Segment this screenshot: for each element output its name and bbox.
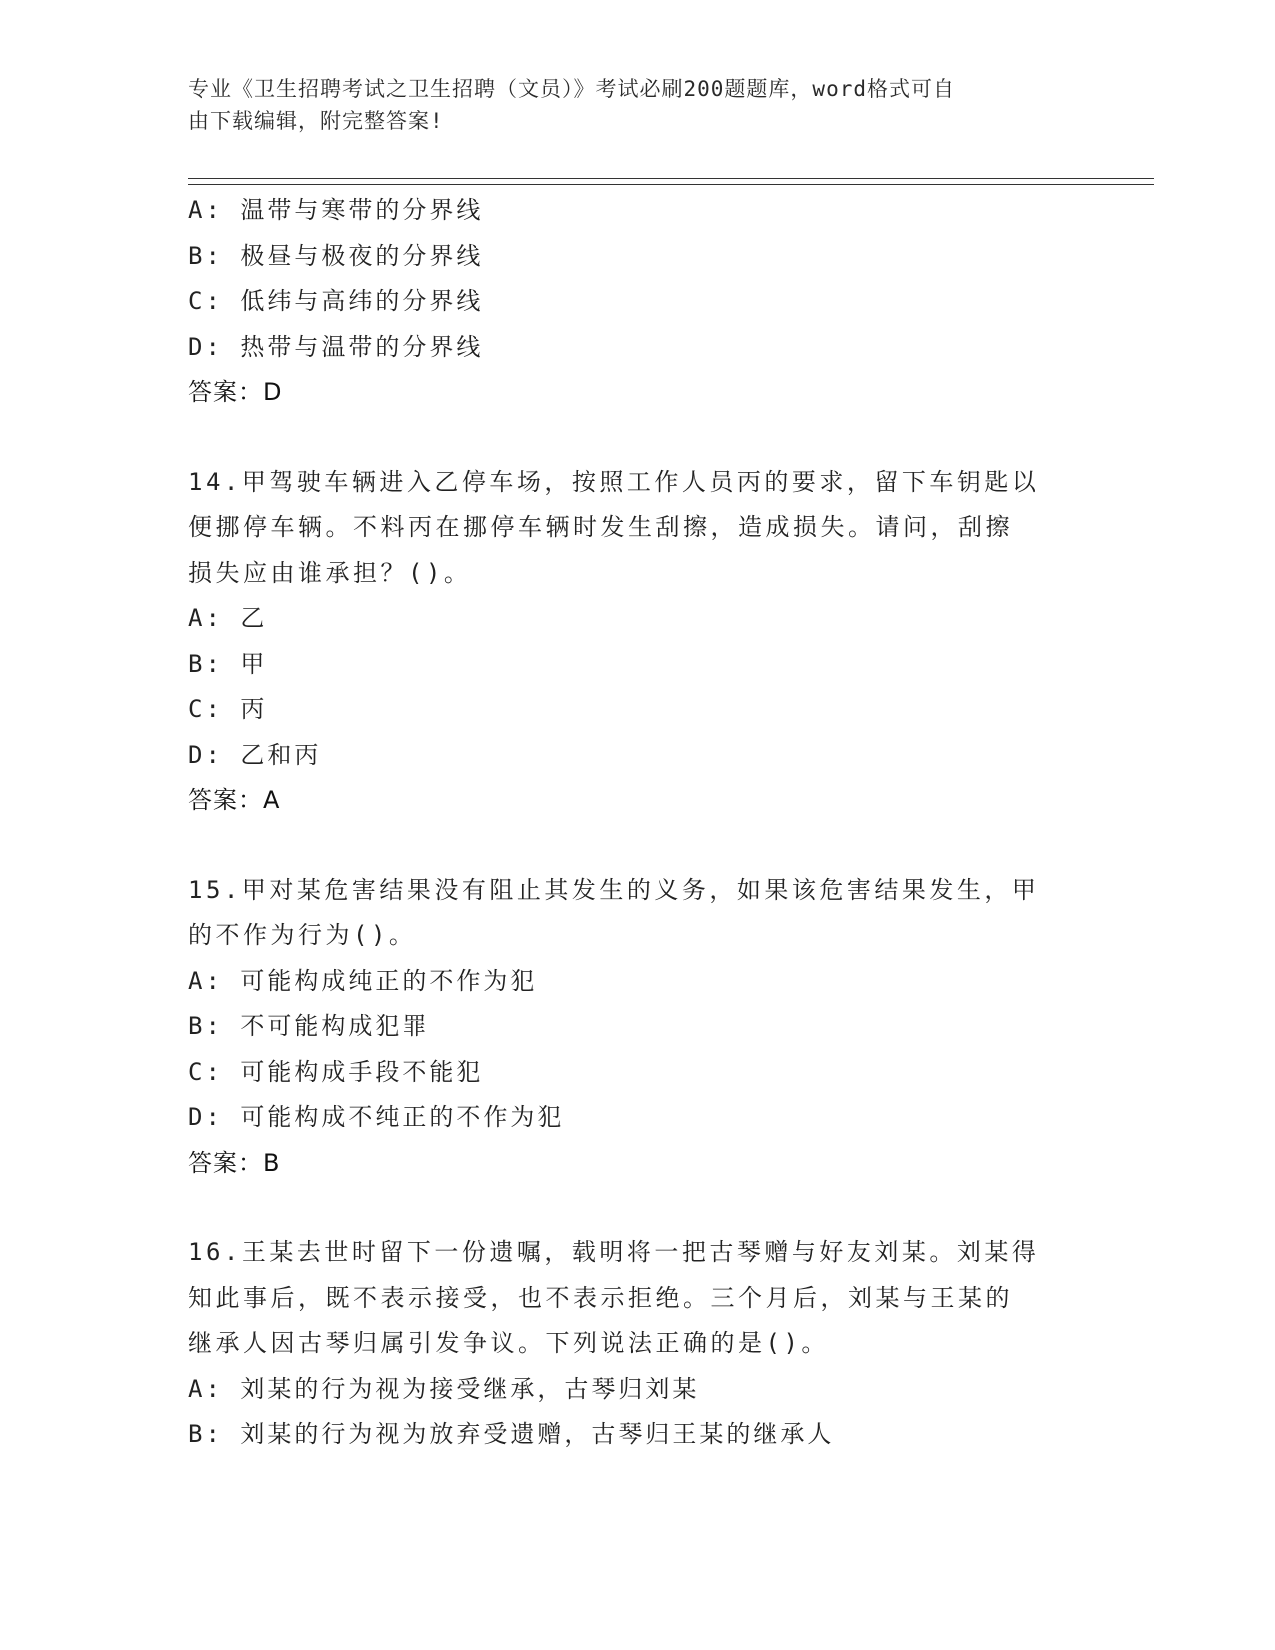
question-13-options xyxy=(188,188,1088,416)
option-d: D: 可能构成不纯正的不作为犯 xyxy=(188,1103,565,1131)
option-b: B: 极昼与极夜的分界线 xyxy=(188,241,484,270)
option-c: C: 丙 xyxy=(188,695,268,723)
question-list xyxy=(188,188,1088,1458)
question-text-line: 知此事后，既不表示接受，也不表示拒绝。三个月后，刘某与王某的 xyxy=(188,1283,1013,1312)
option-d: D: 热带与温带的分界线 xyxy=(188,332,484,361)
spacer xyxy=(188,1186,1088,1230)
header-divider-top xyxy=(188,178,1154,179)
question-text-line: 15.甲对某危害结果没有阻止其发生的义务，如果该危害结果发生，甲 xyxy=(188,875,1040,904)
option-b: B: 不可能构成犯罪 xyxy=(188,1012,430,1040)
header-line-2: 由下载编辑，附完整答案! xyxy=(188,109,444,133)
question-text-line: 16.王某去世时留下一份遗嘱，载明将一把古琴赠与好友刘某。刘某得 xyxy=(188,1238,1040,1266)
option-b: B: 甲 xyxy=(188,649,268,678)
question-16 xyxy=(188,1230,1088,1458)
answer-line: 答案：A xyxy=(188,786,281,814)
option-d: D: 乙和丙 xyxy=(188,740,322,769)
option-a: A: 刘某的行为视为接受继承，古琴归刘某 xyxy=(188,1374,700,1403)
answer-line: 答案：B xyxy=(188,1148,281,1177)
option-c: C: 低纬与高纬的分界线 xyxy=(188,287,484,315)
question-text-line: 便挪停车辆。不料丙在挪停车辆时发生刮擦，造成损失。请问，刮擦 xyxy=(188,513,1013,541)
question-text-line: 损失应由谁承担？()。 xyxy=(188,558,472,587)
document-header xyxy=(188,73,1068,137)
spacer xyxy=(188,416,1088,460)
question-text-line: 的不作为行为()。 xyxy=(188,921,417,949)
question-text-line: 14.甲驾驶车辆进入乙停车场，按照工作人员丙的要求，留下车钥匙以 xyxy=(188,467,1040,496)
option-b: B: 刘某的行为视为放弃受遗赠，古琴归王某的继承人 xyxy=(188,1420,835,1448)
option-a: A: 乙 xyxy=(188,604,268,632)
spacer xyxy=(188,824,1088,868)
question-15 xyxy=(188,868,1088,1187)
header-line-1: 专业《卫生招聘考试之卫生招聘（文员）》考试必刷200题题库，word格式可自 xyxy=(188,77,955,101)
option-a: A: 温带与寒带的分界线 xyxy=(188,196,484,224)
option-a: A: 可能构成纯正的不作为犯 xyxy=(188,966,538,995)
question-14 xyxy=(188,460,1088,824)
question-text-line: 继承人因古琴归属引发争议。下列说法正确的是()。 xyxy=(188,1329,829,1357)
header-divider-bottom xyxy=(188,184,1154,185)
answer-line: 答案：D xyxy=(188,378,283,406)
option-c: C: 可能构成手段不能犯 xyxy=(188,1057,484,1086)
